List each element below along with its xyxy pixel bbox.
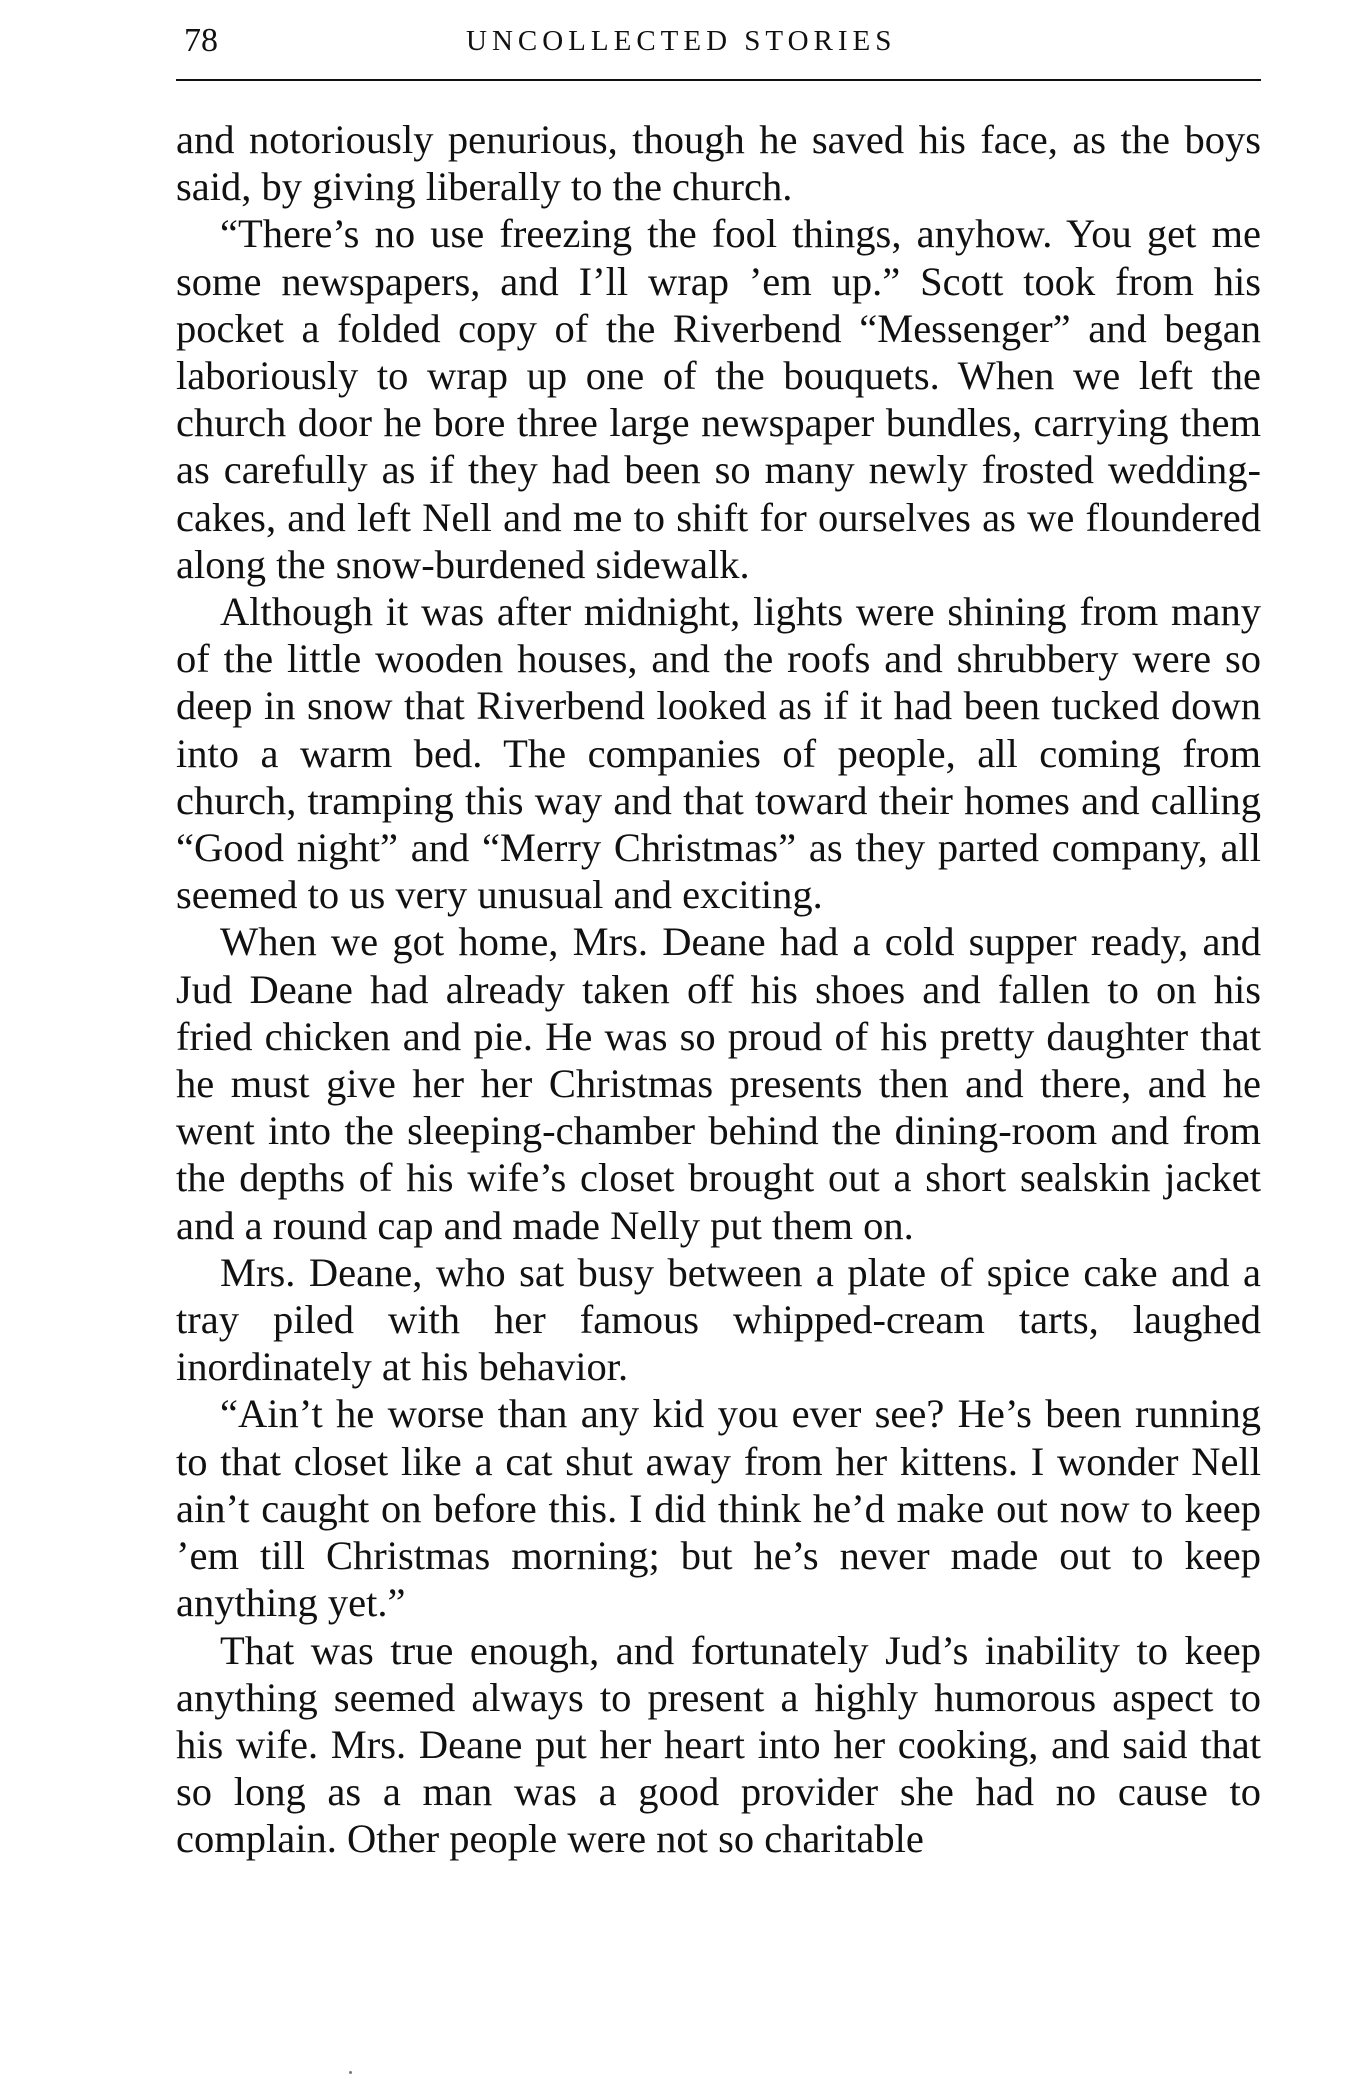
scan-speck (349, 2071, 352, 2074)
book-page (176, 18, 1261, 1862)
paragraph: Although it was after midnight, lights were shining from many of the little wooden houses, and the roofs and shrubbery were so deep in snow that Riverbend looked as if it had been tucked down into a warm bed. The companies of people, all coming from church, tramping this way and that toward their homes and calling “Good night” and “Merry Christmas” as they parted company, all seemed to us very unusual and exciting. (176, 589, 1261, 918)
paragraph: “Ain’t he worse than any kid you ever see? He’s been running to that closet like a cat shut away from her kittens. I wonder Nell ain’t caught on before this. I did think he’d make out now to keep ’em till Christmas morning; but he’s never made out to keep anything yet.” (176, 1391, 1261, 1626)
page-number: 78 (184, 22, 218, 59)
paragraph: Mrs. Deane, who sat busy between a plate of spice cake and a tray piled with her famous whipped-cream tarts, laughed inordinately at his behavior. (176, 1249, 1261, 1390)
paragraph: “There’s no use freezing the fool things, anyhow. You get me some newspapers, and I’ll wrap ’em up.” Scott took from his pocket a folded copy of the Riverbend “Messenger” and began laboriously to wrap up one of the bouquets. When we left the church door he bore three large newspaper bundles, carrying them as carefully as if they had been so many newly frosted wedding-cakes, and left Nell and me to shift for ourselves as we floundered along the snow-burdened sidewalk. (176, 211, 1261, 587)
paragraph: When we got home, Mrs. Deane had a cold supper ready, and Jud Deane had already taken off his shoes and fallen to on his fried chicken and pie. He was so proud of his pretty daughter that he must give her her Christmas presents then and there, and he went into the sleeping-chamber behind the dining-room and from the depths of his wife’s closet brought out a short sealskin jacket and a round cap and made Nelly put them on. (176, 919, 1261, 1248)
header-rule (176, 79, 1261, 81)
paragraph-continued: and notoriously penurious, though he saved his face, as the boys said, by giving liberally to the church. (176, 117, 1261, 210)
body-text (176, 116, 1261, 1863)
paragraph: That was true enough, and fortunately Jud’s inability to keep anything seemed always to present a highly humorous aspect to his wife. Mrs. Deane put her heart into her cooking, and said that so long as a man was a good provider she had no cause to complain. Other people were not so charitable (176, 1627, 1261, 1862)
running-head: UNCOLLECTED STORIES (466, 25, 897, 57)
page-header (176, 18, 1261, 68)
